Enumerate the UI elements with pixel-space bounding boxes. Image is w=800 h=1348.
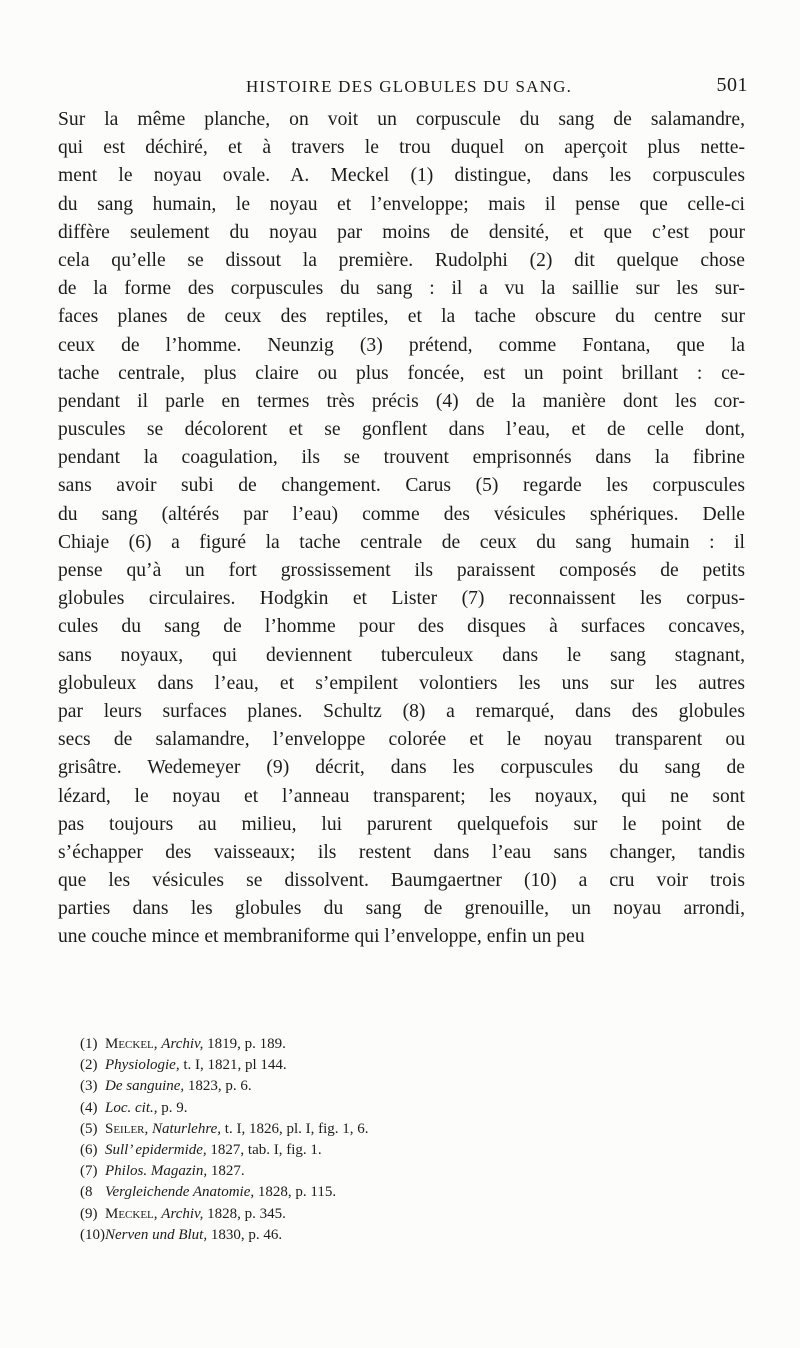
page-number: 501 bbox=[716, 74, 748, 96]
footnotes bbox=[80, 1034, 369, 1246]
footnote-reference: 1823, p. 6. bbox=[184, 1078, 252, 1095]
footnote-reference: 1830, p. 46. bbox=[207, 1226, 283, 1243]
running-title: HISTOIRE DES GLOBULES DU SANG. bbox=[245, 77, 573, 96]
footnote-work: Loc. cit., bbox=[105, 1099, 158, 1116]
footnote-reference: 1828, p. 345. bbox=[203, 1205, 286, 1222]
footnote bbox=[80, 1034, 369, 1055]
footnote bbox=[80, 1182, 369, 1203]
footnote-author: Seiler, bbox=[105, 1120, 149, 1137]
footnote-mark: (10) bbox=[80, 1226, 105, 1243]
footnote-mark: (9) bbox=[80, 1205, 98, 1222]
footnote-reference: p. 9. bbox=[157, 1099, 188, 1116]
body-line: cela qu’elle se dissout la première. Rudolphi (2) dit quelque chose bbox=[58, 249, 745, 271]
footnote-reference: 1827, tab. I, fig. 1. bbox=[206, 1142, 322, 1159]
body-line: ment le noyau ovale. A. Meckel (1) distingue, dans les corpuscules bbox=[58, 165, 745, 187]
footnote bbox=[80, 1076, 369, 1097]
footnote-reference: 1828, p. 115. bbox=[254, 1184, 337, 1201]
footnote-reference: 1819, p. 189. bbox=[203, 1036, 286, 1052]
footnote-work: Physiologie, bbox=[105, 1057, 180, 1074]
footnote-work: Archiv, bbox=[161, 1036, 204, 1052]
body-line: lézard, le noyau et l’anneau transparent; les noyaux, qui ne sont bbox=[58, 785, 745, 807]
body-line: ceux de l’homme. Neunzig (3) prétend, comme Fontana, que la bbox=[58, 334, 745, 356]
body-line: Chiaje (6) a figuré la tache centrale de ceux du sang humain : il bbox=[58, 531, 745, 553]
body-line: Sur la même planche, on voit un corpuscule du sang de salamandre, bbox=[58, 109, 745, 130]
footnote-mark: (5) bbox=[80, 1120, 98, 1137]
footnote bbox=[80, 1055, 369, 1076]
footnote-work: Vergleichende Anatomie, bbox=[105, 1184, 255, 1201]
body-line: de la forme des corpuscules du sang : il a vu la saillie sur les sur- bbox=[58, 278, 745, 300]
body-line: du sang humain, le noyau et l’enveloppe; mais il pense que celle-ci bbox=[58, 193, 745, 215]
body-line: globules circulaires. Hodgkin et Lister (7) reconnaissent les corpus- bbox=[58, 588, 745, 610]
footnote bbox=[80, 1140, 369, 1161]
footnote-mark: (3) bbox=[80, 1078, 98, 1095]
footnote-mark: (2) bbox=[80, 1057, 98, 1074]
footnote-work: Philos. Magazin, bbox=[105, 1163, 208, 1180]
footnote bbox=[80, 1204, 369, 1225]
body-line: cules du sang de l’homme pour des disques à surfaces concaves, bbox=[58, 616, 745, 638]
body-line: puscules se décolorent et se gonflent dans l’eau, et de celle dont, bbox=[58, 419, 745, 441]
footnote-author: Meckel, bbox=[105, 1205, 158, 1222]
footnote bbox=[80, 1119, 369, 1140]
footnote-mark: (7) bbox=[80, 1163, 98, 1180]
body-line: parties dans les globules du sang de grenouille, un noyau arrondi, bbox=[58, 898, 745, 920]
footnote-mark: (4) bbox=[80, 1099, 98, 1116]
body-line: par leurs surfaces planes. Schultz (8) a remarqué, dans des globules bbox=[58, 700, 745, 722]
body-text bbox=[58, 106, 745, 952]
body-line: globuleux dans l’eau, et s’empilent volontiers les uns sur les autres bbox=[58, 672, 745, 694]
footnote-mark: (1) bbox=[80, 1036, 98, 1052]
body-line: s’échapper des vaisseaux; ils restent dans l’eau sans changer, tandis bbox=[58, 841, 745, 863]
body-line: grisâtre. Wedemeyer (9) décrit, dans les corpuscules du sang de bbox=[58, 757, 745, 779]
body-line: pendant la coagulation, ils se trouvent emprisonnés dans la fibrine bbox=[58, 447, 745, 469]
footnote bbox=[80, 1161, 369, 1182]
body-line: pendant il parle en termes très précis (4) de la manière dont les cor- bbox=[58, 390, 745, 412]
body-line: sans noyaux, qui deviennent tuberculeux dans le sang stagnant, bbox=[58, 644, 745, 666]
body-line: secs de salamandre, l’enveloppe colorée et le noyau transparent ou bbox=[58, 729, 745, 751]
body-line: que les vésicules se dissolvent. Baumgaertner (10) a cru voir trois bbox=[58, 870, 745, 892]
footnote bbox=[80, 1225, 369, 1246]
running-head bbox=[70, 74, 748, 104]
body-line: du sang (altérés par l’eau) comme des vésicules sphériques. Delle bbox=[58, 503, 745, 525]
body-line: pas toujours au milieu, lui parurent quelquefois sur le point de bbox=[58, 813, 745, 835]
footnote-work: Nerven und Blut, bbox=[105, 1226, 208, 1243]
footnote-mark: (6) bbox=[80, 1142, 98, 1159]
footnote-reference: t. I, 1826, pl. I, fig. 1, 6. bbox=[221, 1120, 369, 1137]
footnote-mark: (8 bbox=[80, 1184, 93, 1201]
body-line: pense qu’à un fort grossissement ils paraissent composés de petits bbox=[58, 560, 745, 581]
footnote-reference: 1827. bbox=[207, 1163, 245, 1180]
body-line: sans avoir subi de changement. Carus (5) regarde les corpuscules bbox=[58, 475, 745, 497]
body-line: faces planes de ceux des reptiles, et la tache obscure du centre sur bbox=[58, 306, 745, 328]
footnote-work: Archiv, bbox=[161, 1205, 204, 1222]
body-line: qui est déchiré, et à travers le trou duquel on aperçoit plus nette- bbox=[58, 137, 745, 159]
footnote bbox=[80, 1098, 369, 1119]
footnote-author: Meckel, bbox=[105, 1036, 158, 1052]
footnote-reference: t. I, 1821, pl 144. bbox=[179, 1057, 287, 1074]
footnote-work: De sanguine, bbox=[105, 1078, 185, 1095]
body-line: une couche mince et membraniforme qui l’enveloppe, enfin un peu bbox=[58, 926, 585, 948]
body-line: diffère seulement du noyau par moins de densité, et que c’est pour bbox=[58, 221, 745, 243]
footnote-work: Naturlehre, bbox=[152, 1120, 222, 1137]
footnote-work: Sull’ epidermide, bbox=[105, 1142, 207, 1159]
body-line: tache centrale, plus claire ou plus foncée, est un point brillant : ce- bbox=[58, 362, 745, 384]
